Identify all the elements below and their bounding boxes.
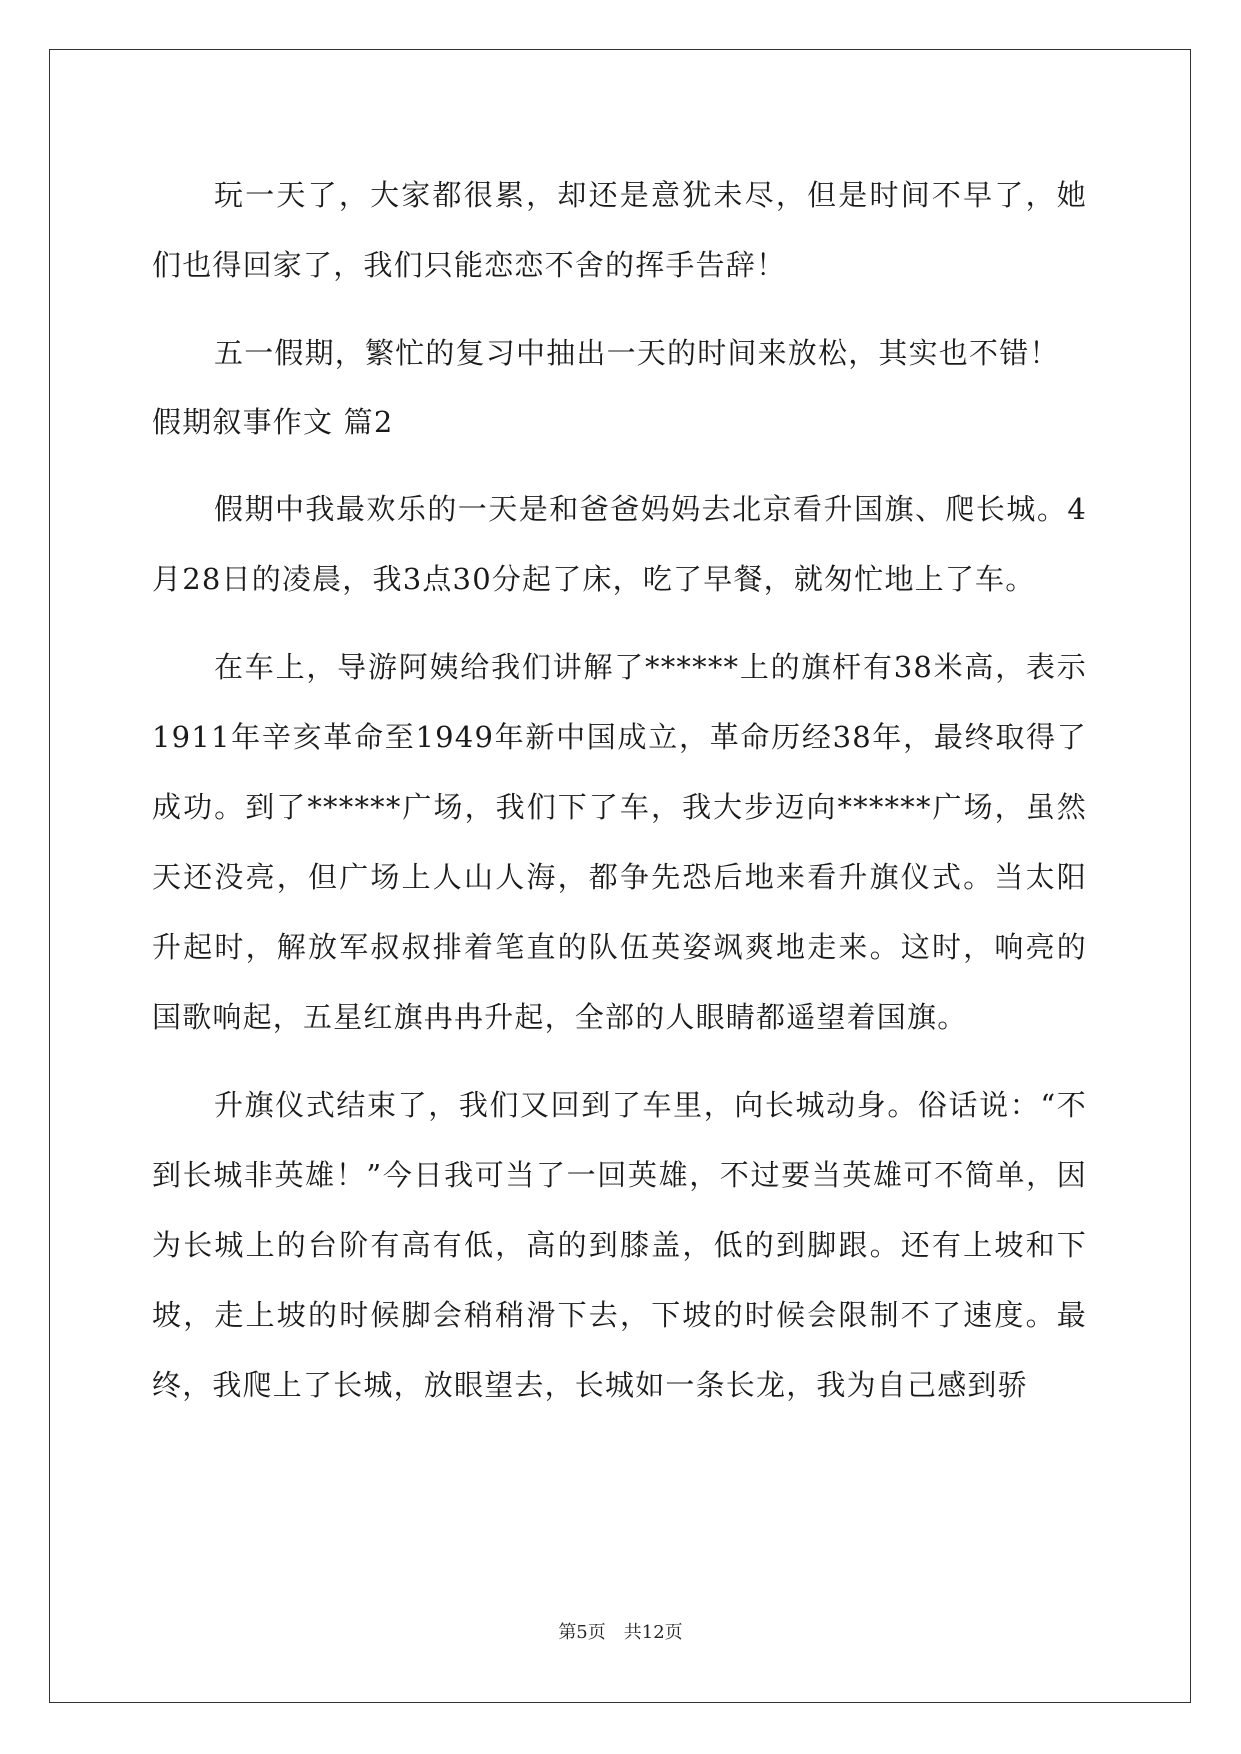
paragraph-3: 假期中我最欢乐的一天是和爸爸妈妈去北京看升国旗、爬长城。4月28日的凌晨，我3点30分起了床，吃了早餐，就匆忙地上了车。	[152, 492, 1087, 596]
page-number: 第5页	[558, 1622, 606, 1643]
document-body	[152, 160, 1087, 1420]
paragraph-1: 玩一天了，大家都很累，却还是意犹未尽，但是时间不早了，她们也得回家了，我们只能恋恋不舍的挥手告辞！	[152, 178, 1087, 282]
page-total: 共12页	[623, 1622, 683, 1643]
page-footer	[0, 1618, 1241, 1644]
paragraph-5: 升旗仪式结束了，我们又回到了车里，向长城动身。俗话说：“不到长城非英雄！”今日我可当了一回英雄，不过要当英雄可不简单，因为长城上的台阶有高有低，高的到膝盖，低的到脚跟。还有上坡和下坡，走上坡的时候脚会稍稍滑下去，下坡的时候会限制不了速度。最终，我爬上了长城，放眼望去，长城如一条长龙，我为自己感到骄	[152, 1088, 1087, 1402]
paragraph-4: 在车上，导游阿姨给我们讲解了******上的旗杆有38米高，表示1911年辛亥革命至1949年新中国成立，革命历经38年，最终取得了成功。到了******广场，我们下了车，我大步迈向******广场，虽然天还没亮，但广场上人山人海，都争先恐后地来看升旗仪式。当太阳升起时，解放军叔叔排着笔直的队伍英姿飒爽地走来。这时，响亮的国歌响起，五星红旗冉冉升起，全部的人眼睛都遥望着国旗。	[152, 650, 1087, 1034]
section-heading: 假期叙事作文 篇2	[152, 405, 394, 439]
paragraph-2: 五一假期，繁忙的复习中抽出一天的时间来放松，其实也不错！	[214, 336, 1060, 370]
